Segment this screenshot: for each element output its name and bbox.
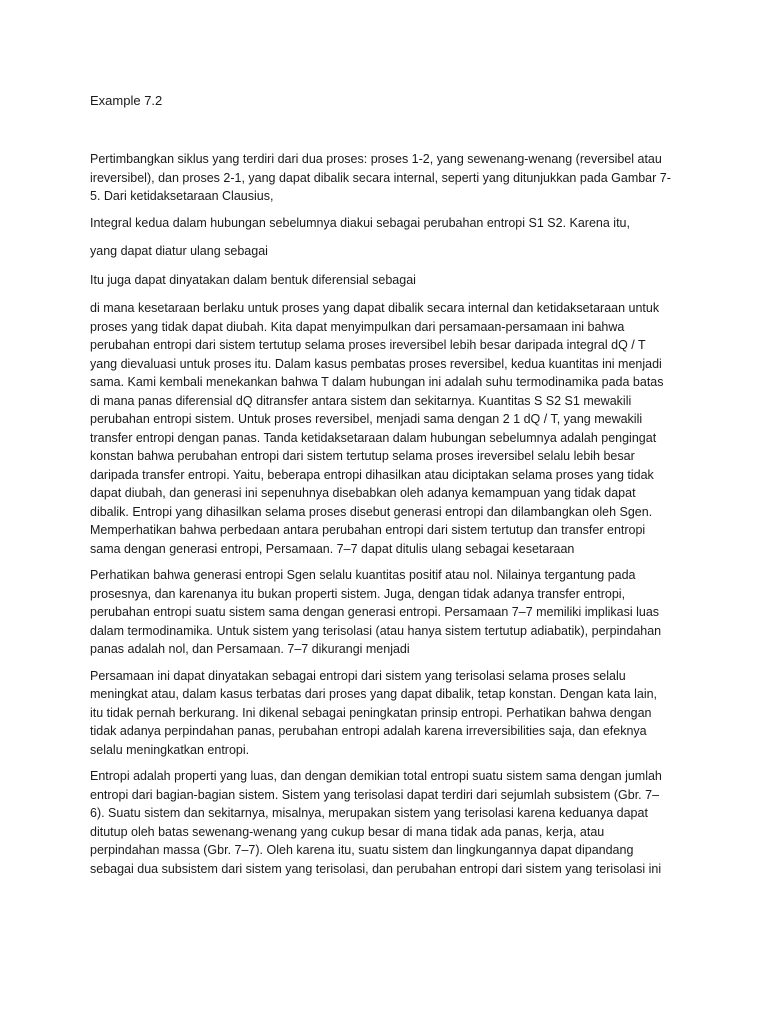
paragraph bbox=[90, 214, 670, 233]
text-line: dibalik. Entropi yang dihasilkan selama proses disebut generasi entropi dan dilambangkan oleh Sgen. bbox=[90, 504, 653, 519]
text-line: 5. Dari ketidaksetaraan Clausius, bbox=[90, 189, 274, 203]
text-line: entropi dari bagian-bagian sistem. Sistem yang terisolasi dapat terdiri dari sejumlah subsistem (Gbr. 7– bbox=[90, 787, 660, 802]
paragraph bbox=[90, 667, 670, 760]
text-line: Memperhatikan bahwa perbedaan antara perubahan entropi dari sistem tertutup dan transfer entropi bbox=[90, 523, 646, 537]
text-line: Perhatikan bahwa generasi entropi Sgen selalu kuantitas positif atau nol. Nilainya tergantung pada bbox=[90, 568, 636, 582]
text-line: yang dievaluasi untuk proses itu. Dalam kasus pembatas proses reversibel, kedua kuantitas ini menjadi bbox=[90, 356, 662, 371]
paragraph bbox=[90, 271, 670, 290]
text-line: Integral kedua dalam hubungan sebelumnya diakui sebagai perubahan entropi S1 S2. Karena itu, bbox=[90, 215, 630, 230]
text-line: daripada transfer entropi. Yaitu, beberapa entropi dihasilkan atau diciptakan selama proses yang tidak bbox=[90, 467, 654, 482]
text-line: konstan bahwa perubahan entropi dari sistem tertutup selama proses ireversibel selalu lebih besar bbox=[90, 449, 635, 463]
text-line: ireversibel), dan proses 2-1, yang dapat dibalik secara internal, seperti yang ditunjukkan pada Gambar 7- bbox=[90, 170, 671, 185]
text-line: sama dengan generasi entropi, Persamaan. 7–7 dapat ditulis ulang sebagai kesetaraan bbox=[90, 541, 575, 556]
paragraph bbox=[90, 767, 670, 878]
text-line: meningkat atau, dalam kasus terbatas dari proses yang dapat dibalik, tetap konstan. Dengan kata lain, bbox=[90, 687, 658, 701]
text-line: di mana kesetaraan berlaku untuk proses yang dapat dibalik secara internal dan ketidaksetaraan untuk bbox=[90, 301, 660, 315]
text-line: dapat diubah, dan generasi ini sepenuhnya disebabkan oleh adanya kemampuan yang tidak dapat bbox=[90, 486, 636, 500]
text-line: itu tidak pernah berkurang. Ini dikenal sebagai peningkatan prinsip entropi. Perhatikan bahwa dengan bbox=[90, 705, 652, 720]
text-line: ditutup oleh batas sewenang-wenang yang cukup besar di mana tidak ada panas, kerja, atau bbox=[90, 824, 605, 839]
text-line: sebagai dua subsistem dari sistem yang terisolasi, dan perubahan entropi dari sistem yang terisolasi ini bbox=[90, 861, 662, 876]
text-line: tidak adanya perpindahan panas, perubahan entropi adalah karena irreversibilities saja, dan efeknya bbox=[90, 724, 647, 738]
paragraph bbox=[90, 242, 670, 261]
text-line: Persamaan ini dapat dinyatakan sebagai entropi dari sistem yang terisolasi selama proses selalu bbox=[90, 668, 626, 683]
document-title: Example 7.2 bbox=[90, 93, 163, 108]
text-line: di mana panas diferensial dQ ditransfer antara sistem dan sekitarnya. Kuantitas S S2 S1 mewakili bbox=[90, 393, 632, 408]
text-line: panas adalah nol, dan Persamaan. 7–7 dikurangi menjadi bbox=[90, 642, 410, 656]
text-line: perubahan entropi dari sistem tertutup selama proses ireversibel lebih besar daripada integral dQ / T bbox=[90, 338, 646, 352]
text-line: perubahan entropi suatu sistem sama dengan generasi entropi. Persamaan 7–7 memiliki implikasi luas bbox=[90, 605, 660, 619]
text-line: dalam termodinamika. Untuk sistem yang terisolasi (atau hanya sistem tertutup adiabatik), perpindahan bbox=[90, 623, 662, 638]
text-line: selalu meningkatkan entropi. bbox=[90, 742, 250, 757]
paragraph bbox=[90, 299, 670, 558]
text-line: yang dapat diatur ulang sebagai bbox=[90, 244, 268, 258]
text-line: perubahan entropi sistem. Untuk proses reversibel, menjadi sama dengan 2 1 dQ / T, yang mewakili bbox=[90, 412, 643, 426]
paragraph bbox=[90, 566, 670, 659]
document-body bbox=[90, 150, 670, 886]
text-line: Pertimbangkan siklus yang terdiri dari dua proses: proses 1-2, yang sewenang-wenang (reversibel atau bbox=[90, 152, 662, 166]
text-line: proses yang tidak dapat diubah. Kita dapat menyimpulkan dari persamaan-persamaan ini bahwa bbox=[90, 319, 625, 334]
text-line: Itu juga dapat dinyatakan dalam bentuk diferensial sebagai bbox=[90, 272, 416, 287]
text-line: perpindahan massa (Gbr. 7–7). Oleh karena itu, suatu sistem dan lingkungannya dapat dipandang bbox=[90, 843, 634, 857]
text-line: Entropi adalah properti yang luas, dan dengan demikian total entropi suatu sistem sama dengan jumlah bbox=[90, 769, 662, 783]
text-line: sama. Kami kembali menekankan bahwa T dalam hubungan ini adalah suhu termodinamika pada batas bbox=[90, 375, 664, 389]
text-line: 6). Suatu sistem dan sekitarnya, misalnya, merupakan sistem yang terisolasi karena keduanya dapat bbox=[90, 806, 648, 820]
text-line: prosesnya, dan karenanya itu bukan properti sistem. Juga, dengan tidak adanya transfer entropi, bbox=[90, 586, 626, 601]
paragraph bbox=[90, 150, 670, 206]
text-line: transfer entropi dengan panas. Tanda ketidaksetaraan dalam hubungan sebelumnya adalah pengingat bbox=[90, 430, 657, 445]
